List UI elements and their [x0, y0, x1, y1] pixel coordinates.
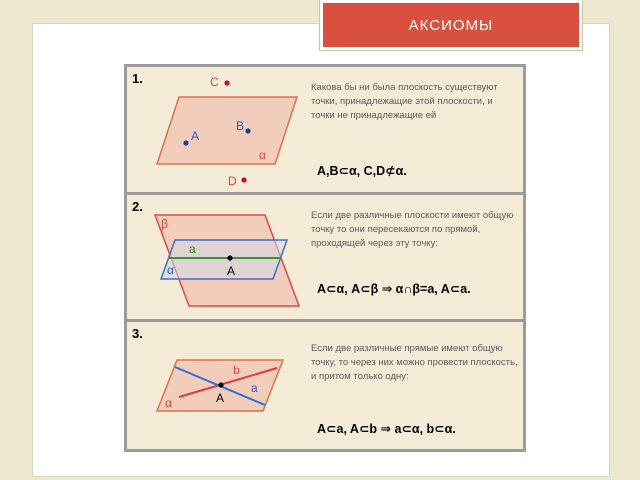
point-A [227, 255, 232, 260]
point-C [224, 80, 229, 85]
axiom-description: Какова бы ни была плоскость существуют точки, принадлежащие этой плоскости, и точки не принадлежащие ей [311, 82, 498, 121]
axiom-number: 1. [132, 71, 143, 86]
point-B [245, 128, 250, 133]
label-alpha: α [165, 396, 172, 410]
label-b: b [233, 363, 240, 377]
axiom-panel-1 [127, 67, 523, 192]
axiom-formula: A⊂α, A⊂β ⇒ α∩β=a, A⊂a. [317, 282, 471, 296]
plane-alpha [157, 97, 297, 164]
point-A [218, 382, 223, 387]
label-beta: β [161, 217, 168, 231]
label-C: C [210, 75, 219, 89]
slide-title-text: АКСИОМЫ [408, 16, 494, 34]
axiom-3-diagram [127, 322, 307, 449]
axiom-1-diagram [127, 67, 307, 192]
label-D: D [228, 174, 237, 188]
axiom-2-diagram [127, 195, 307, 319]
axioms-table [124, 64, 526, 452]
axiom-description: Если две различные плоскости имеют общую точку то они пересекаются по прямой, проходящей через эту точку: [311, 210, 514, 249]
label-B: B [236, 119, 245, 133]
slide-title [320, 0, 582, 50]
point-A [183, 140, 188, 145]
point-D [241, 177, 246, 182]
plane-alpha [161, 240, 287, 279]
label-alpha: α [167, 263, 174, 277]
axiom-number: 2. [132, 199, 143, 214]
axiom-formula: A⊂a, A⊂b ⇒ a⊂α, b⊂α. [317, 422, 456, 436]
label-A: A [216, 391, 225, 405]
axiom-panel-2 [127, 195, 523, 319]
axiom-description: Если две различные прямые имеют общую точку, то через них можно провести плоскость, и притом только одну: [311, 343, 518, 382]
label-a: a [189, 242, 196, 256]
axiom-formula: A,B⊂α, C,D⊄α. [317, 164, 407, 178]
label-alpha: α [259, 148, 266, 162]
label-A: A [227, 264, 236, 278]
axiom-number: 3. [132, 326, 143, 341]
axiom-panel-3 [127, 322, 523, 449]
label-a: a [251, 381, 258, 395]
label-A: A [191, 129, 200, 143]
